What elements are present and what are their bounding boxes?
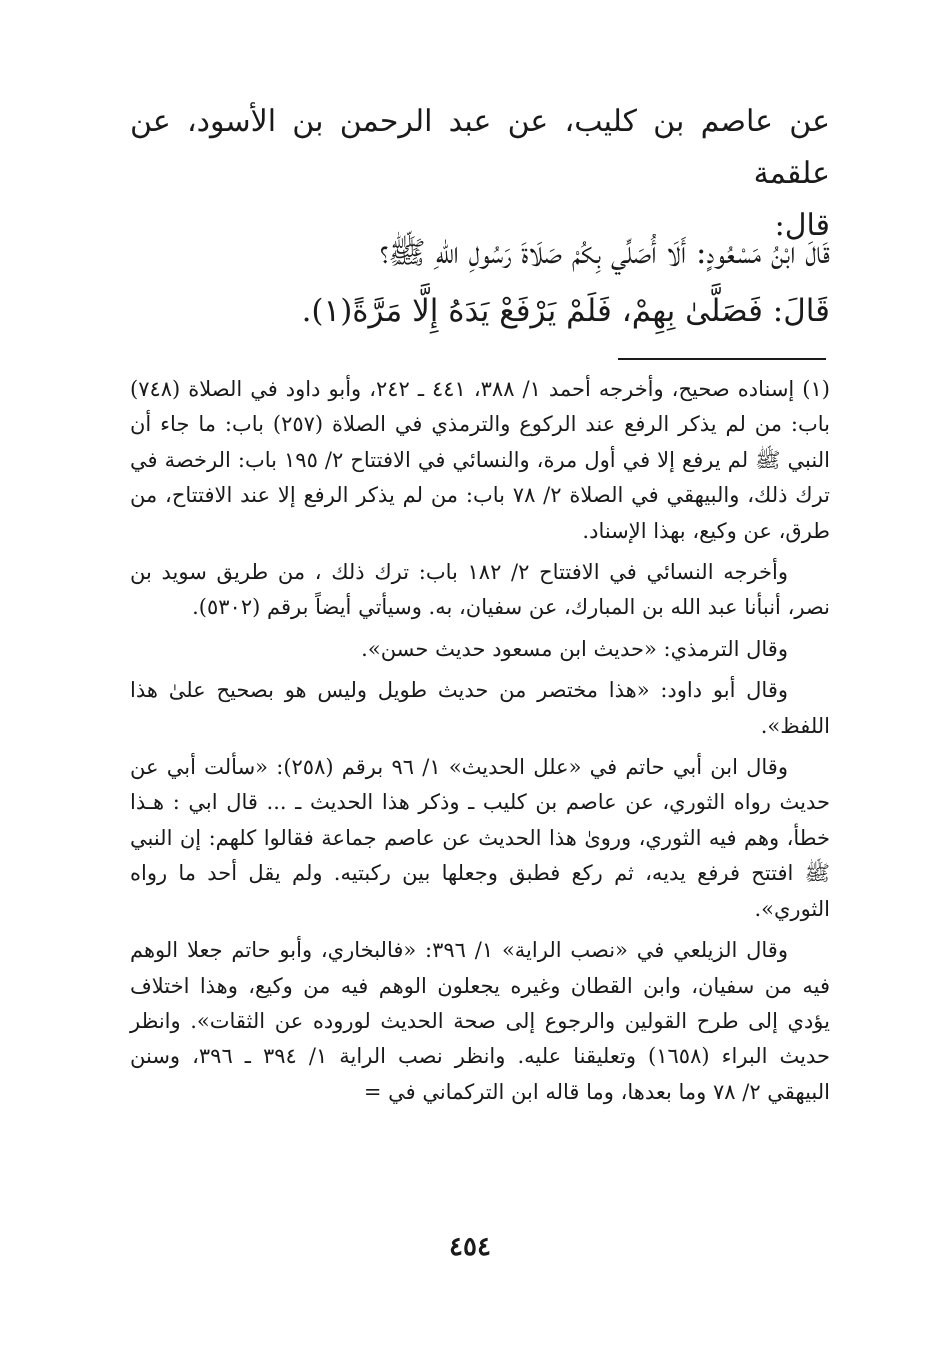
footnote-paragraph: وقال ابن أبي حاتم في «علل الحديث» ١/ ٩٦ برقم (٢٥٨): «سألت أبي عن حديث رواه الثوري، عن عاصم بن كليب ـ وذكر هذا الحديث ـ ... قال ابي : هـذا خطأ، وهم فيه الثوري، وروىٰ هذا الحديث عن عاصم جماعة فقالوا كلهم: إن النبي ﷺ افتتح فرفع يديه، ثم ركع فطبق وجعلها بين ركبتيه. ولم يقل أحد ما رواه الثوري». <box>130 755 830 921</box>
page-number: ٤٥٤ <box>449 1232 491 1262</box>
footnote-paragraph: وقال الترمذي: «حديث ابن مسعود حديث حسن». <box>361 636 788 661</box>
footnote-divider <box>618 358 826 360</box>
main-text-line: قال: <box>774 208 830 243</box>
footnotes <box>130 372 830 1116</box>
hadith-quote-line: قَالَ: فَصَلَّىٰ بِهِمْ، فَلَمْ يَرْفَعْ يَدَهُ إِلَّا مَرَّةً(١). <box>301 293 830 329</box>
footnote-paragraph: (١) إسناده صحيح، وأخرجه أحمد ١/ ٣٨٨، ٤٤١ ـ ٢٤٢، وأبو داود في الصلاة (٧٤٨) باب: من لم يذكر الرفع عند الركوع والترمذي في الصلاة (٢٥٧) باب: ما جاء أن النبي ﷺ لم يرفع إلا في أول مرة، والنسائي في الافتتاح ٢/ ١٩٥ باب: الرخصة في ترك ذلك، والبيهقي في الصلاة ٢/ ٧٨ باب: من لم يذكر الرفع إلا عند الافتتاح، من طرق، عن وكيع، بهذا الإسناد. <box>130 377 831 543</box>
footnote-paragraph: وقال أبو داود: «هذا مختصر من حديث طويل وليس هو بصحيح علىٰ هذا اللفظ». <box>130 678 830 738</box>
hadith-quote-line: قَالَ ابْنُ مَسْعُودٍ: أَلَا أُصَلِّي بِكُمْ صَلَاةَ رَسُولِ اللهِ ﷺ؟ <box>379 235 830 271</box>
footnote-paragraph: وقال الزيلعي في «نصب الراية» ١/ ٣٩٦: «فالبخاري، وأبو حاتم جعلا الوهم فيه من سفيان، وابن القطان وغيره يجعلون الوهم فيه من وكيع، وهذا اختلاف يؤدي إلى طرح القولين والرجوع إلى صحة الحديث لوروده عن الثقات». وانظر حديث البراء (١٦٥٨) وتعليقنا عليه. وانظر نصب الراية ١/ ٣٩٤ ـ ٣٩٦، وسنن البيهقي ٢/ ٧٨ وما بعدها، وما قاله ابن التركماني في = <box>130 938 830 1104</box>
hadith-quote <box>130 224 830 340</box>
main-text-line: عن عاصم بن كليب، عن عبد الرحمن بن الأسود، عن علقمة <box>130 104 830 191</box>
footnote-paragraph: وأخرجه النسائي في الافتتاح ٢/ ١٨٢ باب: ترك ذلك ، من طريق سويد بن نصر، أنبأنا عبد الله بن المبارك، عن سفيان، به. وسيأتي أيضاً برقم (٥٣٠٢). <box>130 560 830 620</box>
